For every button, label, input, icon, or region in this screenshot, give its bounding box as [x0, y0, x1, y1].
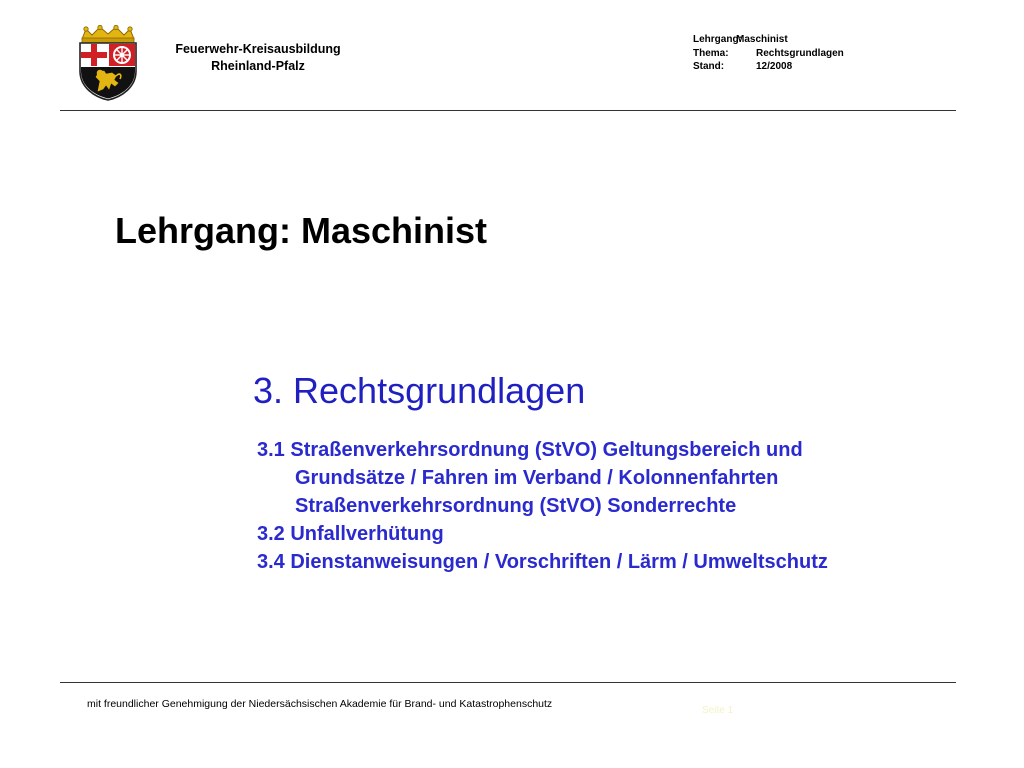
topic-line: 3.2 Unfallverhütung — [257, 523, 444, 545]
topic-line: 3.1 Straßenverkehrsordnung (StVO) Geltungsbereich und — [257, 439, 803, 461]
crown-icon — [82, 25, 134, 43]
topic-list — [257, 436, 828, 576]
meta-key: Stand: — [693, 61, 725, 72]
meta-row-course — [693, 33, 844, 47]
course-title: Lehrgang: Maschinist — [115, 210, 488, 251]
footer-credit: mit freundlicher Genehmigung der Niedersächsischen Akademie für Brand- und Katastrophenschutz — [87, 698, 553, 710]
meta-row-date — [693, 60, 844, 74]
page-number: Seite 1 — [702, 705, 734, 716]
meta-row-topic — [693, 47, 844, 61]
footer-divider — [60, 682, 956, 683]
topic-line: 3.4 Dienstanweisungen / Vorschriften / Lärm / Umweltschutz — [257, 551, 828, 573]
meta-value: Maschinist — [736, 34, 788, 45]
topic-item — [257, 436, 828, 520]
organization-name — [160, 41, 356, 75]
topic-line: Grundsätze / Fahren im Verband / Kolonnenfahrten — [295, 467, 779, 489]
topic-item — [257, 520, 828, 548]
meta-key: Thema: — [693, 47, 729, 59]
meta-value: Rechtsgrundlagen — [756, 47, 844, 59]
section-title: 3. Rechtsgrundlagen — [253, 370, 586, 411]
organization-line-2: Rheinland-Pfalz — [211, 59, 305, 73]
meta-value: 12/2008 — [756, 61, 793, 72]
document-meta — [693, 33, 844, 74]
coat-of-arms-icon — [76, 25, 140, 101]
topic-item — [257, 548, 828, 576]
header-divider — [60, 110, 956, 111]
topic-line: Straßenverkehrsordnung (StVO) Sonderrechte — [295, 495, 737, 517]
meta-key: Lehrgang: — [693, 34, 742, 45]
organization-line-1: Feuerwehr-Kreisausbildung — [175, 42, 341, 56]
